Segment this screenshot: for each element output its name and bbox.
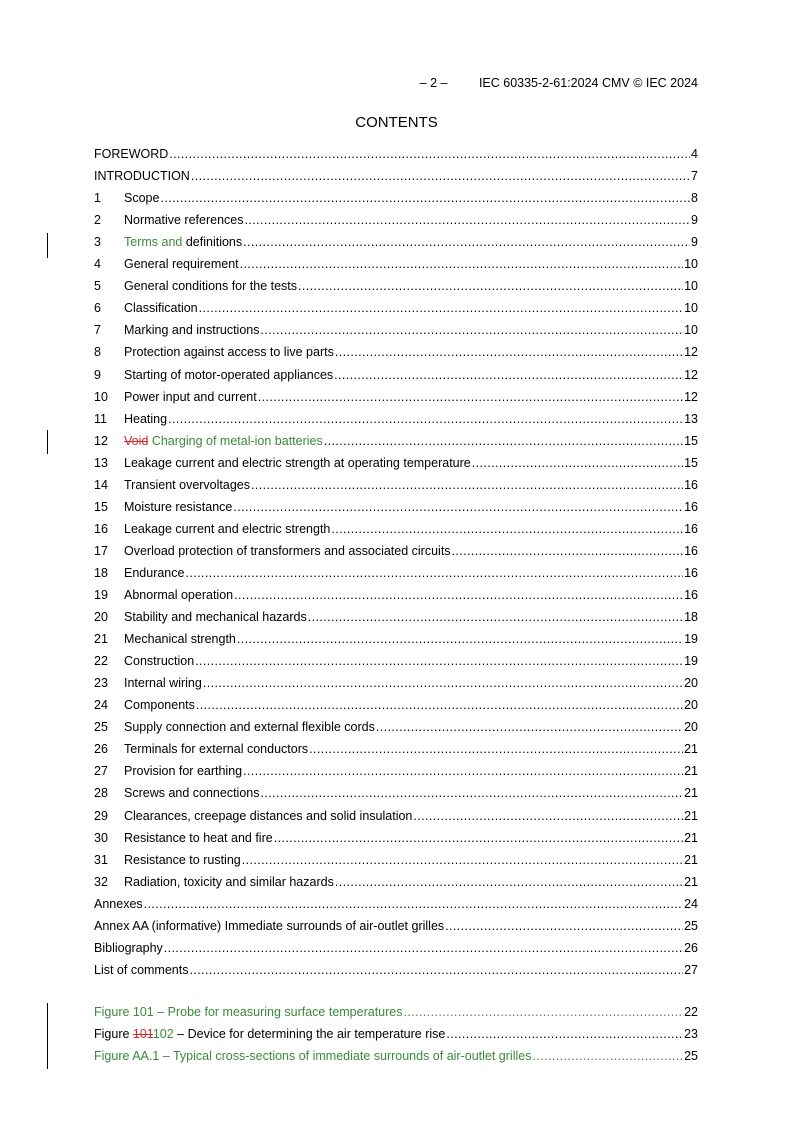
toc-entry[interactable]: [94, 675, 698, 691]
dot-leader: [308, 609, 683, 625]
toc-entry-title: [94, 962, 188, 978]
toc-entry[interactable]: [94, 168, 698, 184]
dot-leader: [203, 675, 683, 691]
toc-entry-number: 25: [94, 720, 108, 735]
toc-entry-title: [124, 499, 232, 515]
toc-entry-number: 24: [94, 698, 108, 713]
toc-entry-page: 8: [691, 191, 698, 206]
dot-leader: [404, 1004, 684, 1020]
toc-entry-title: [124, 587, 233, 603]
dot-leader: [376, 719, 683, 735]
figure-entry-page: 22: [684, 1005, 698, 1019]
toc-entry[interactable]: [94, 300, 698, 316]
toc-entry[interactable]: [94, 367, 698, 383]
dot-leader: [446, 1026, 683, 1042]
toc-entry-text: definitions: [182, 235, 243, 250]
toc-entry-text: Stability and mechanical hazards: [124, 610, 307, 625]
toc-entry[interactable]: [94, 830, 698, 846]
toc-entry-text: Endurance: [124, 565, 185, 580]
dot-leader: [185, 565, 683, 581]
dot-leader: [243, 763, 683, 779]
figure-entry-page: 25: [684, 1049, 698, 1063]
toc-entry-page: 27: [684, 962, 698, 977]
toc-entry[interactable]: [94, 190, 698, 206]
toc-entry[interactable]: [94, 256, 698, 272]
toc-entry-text: Terminals for external conductors: [124, 742, 309, 757]
toc-entry-title: [124, 389, 257, 405]
toc-entry-text: Annex AA (informative) Immediate surrounds of air-outlet grilles: [94, 918, 445, 933]
toc-entry[interactable]: [94, 852, 698, 868]
toc-entry[interactable]: [94, 389, 698, 405]
toc-entry-title: [124, 455, 471, 471]
toc-entry[interactable]: [94, 278, 698, 294]
toc-entry[interactable]: [94, 146, 698, 162]
toc-entry-text: General conditions for the tests: [124, 279, 298, 294]
figure-entry-title: [94, 1004, 403, 1020]
inserted-text: Figure AA.1 – Typical cross-sections of immediate surrounds of air-outlet grilles: [94, 1049, 532, 1063]
toc-entry-number: 8: [94, 345, 101, 360]
toc-entry-number: 21: [94, 632, 108, 647]
toc-entry-text: Power input and current: [124, 389, 257, 404]
toc-entry-text: Transient overvoltages: [124, 477, 250, 492]
toc-entry-title: [124, 697, 195, 713]
toc-entry-page: 15: [684, 433, 698, 448]
toc-entry[interactable]: [94, 896, 698, 912]
dot-leader: [251, 477, 683, 493]
toc-entry-text: Construction: [124, 654, 195, 669]
change-bar: [47, 430, 48, 454]
toc-entry-title: [124, 212, 244, 228]
toc-entry-text: Annexes: [94, 896, 143, 911]
toc-entry-page: 7: [691, 169, 698, 184]
toc-entry-title: [124, 785, 260, 801]
toc-entry-number: 6: [94, 301, 101, 316]
toc-entry-title: [124, 653, 194, 669]
toc-entry-text: Heating: [124, 411, 168, 426]
toc-entry-page: 16: [684, 588, 698, 602]
inserted-text: Charging of metal-ion batteries: [148, 433, 323, 448]
toc-entry-title: [124, 874, 334, 890]
toc-entry-page: 15: [684, 455, 698, 470]
figure-entry-title: [94, 1026, 445, 1042]
figure-entry[interactable]: [94, 1026, 698, 1042]
toc-entry-number: 27: [94, 764, 108, 779]
toc-entry[interactable]: [94, 741, 698, 757]
toc-entry-title: [124, 411, 167, 427]
toc-entry-text: List of comments: [94, 962, 189, 977]
toc-entry[interactable]: [94, 631, 698, 647]
toc-entry-text: Normative references: [124, 213, 244, 228]
dot-leader: [168, 411, 683, 427]
toc-entry-page: 20: [684, 676, 698, 691]
dot-leader: [309, 741, 683, 757]
dot-leader: [234, 587, 683, 603]
dot-leader: [298, 278, 683, 294]
toc-entry[interactable]: [94, 521, 698, 537]
dot-leader: [532, 1048, 683, 1064]
toc-entry[interactable]: [94, 234, 698, 250]
toc-entry-page: 21: [684, 786, 698, 801]
dot-leader: [189, 962, 683, 978]
toc-entry-text: Abnormal operation: [124, 588, 234, 602]
toc-entry-page: 20: [684, 720, 698, 735]
toc-entry-page: 10: [684, 279, 698, 294]
toc-entry-number: 2: [94, 213, 101, 228]
figure-entry-title: [94, 1048, 531, 1064]
dot-leader: [324, 433, 683, 449]
toc-entry-number: 29: [94, 808, 108, 823]
figure-entry-page: 23: [684, 1027, 698, 1041]
toc-entry-page: 21: [684, 742, 698, 757]
toc-entry-title: [124, 300, 198, 316]
toc-entry-number: 14: [94, 477, 108, 492]
dot-leader: [452, 543, 684, 559]
toc-entry-number: 15: [94, 499, 108, 514]
toc-entry-text: Scope: [124, 191, 160, 206]
toc-entry[interactable]: [94, 433, 698, 449]
toc-entry-title: [124, 322, 259, 338]
change-bar: [47, 233, 48, 258]
toc-entry-page: 20: [684, 698, 698, 713]
dot-leader: [260, 322, 683, 338]
toc-entry-number: 3: [94, 235, 101, 250]
toc-entry-page: 16: [684, 499, 698, 514]
toc-entry-page: 10: [684, 257, 698, 272]
toc-entry-number: 11: [94, 411, 107, 426]
toc-entry-page: 25: [684, 918, 698, 933]
toc-entry-page: 19: [684, 632, 698, 647]
toc-entry-number: 23: [94, 676, 108, 691]
inserted-text: Terms and: [124, 235, 183, 250]
toc-entry-number: 12: [94, 433, 108, 448]
toc-entry-title: [124, 477, 250, 493]
toc-entry-number: 5: [94, 279, 101, 294]
toc-entry-text: Resistance to rusting: [124, 852, 241, 867]
toc-entry-number: 26: [94, 742, 108, 757]
dot-leader: [331, 521, 683, 537]
toc-entry-number: 22: [94, 654, 108, 669]
toc-entry-title: [124, 278, 297, 294]
toc-entry[interactable]: [94, 212, 698, 228]
toc-entry[interactable]: [94, 411, 698, 427]
deleted-text: Void: [124, 433, 149, 448]
dot-leader: [237, 631, 683, 647]
toc-entry-text: General requirement: [124, 257, 239, 272]
toc-entry-number: 31: [94, 852, 108, 867]
toc-entry-number: 28: [94, 786, 108, 801]
toc-entry-title: [124, 741, 308, 757]
toc-entry-page: 19: [684, 654, 698, 669]
toc-entry-page: 16: [684, 521, 698, 536]
dot-leader: [274, 830, 683, 846]
toc-entry-title: [124, 433, 323, 449]
toc-entry[interactable]: [94, 697, 698, 713]
toc-entry-page: 12: [684, 367, 698, 382]
toc-entry-page: 13: [684, 411, 698, 426]
toc-entry-title: [124, 763, 242, 779]
toc-entry[interactable]: [94, 543, 698, 559]
toc-entry-title: [124, 609, 307, 625]
change-bar: [47, 1003, 48, 1069]
toc-entry-text: Overload protection of transformers and associated circuits: [124, 543, 451, 558]
toc-entry-number: 32: [94, 874, 108, 889]
dot-leader: [243, 234, 690, 250]
toc-entry-title: [124, 367, 333, 383]
toc-entry-text: FOREWORD: [94, 147, 169, 161]
figure-text: Figure: [94, 1027, 133, 1041]
toc-entry-text: Provision for earthing: [124, 764, 243, 779]
toc-entry-text: Moisture resistance: [124, 499, 233, 514]
dot-leader: [335, 874, 683, 890]
toc-entry-page: 10: [684, 301, 698, 316]
toc-entry-title: [94, 918, 444, 934]
toc-entry-page: 16: [684, 565, 698, 580]
toc-entry-text: Bibliography: [94, 940, 163, 955]
dot-leader: [258, 389, 683, 405]
running-header: [420, 76, 698, 90]
toc-entry-number: 1: [94, 191, 101, 206]
toc-entry[interactable]: [94, 653, 698, 669]
toc-entry-number: 10: [94, 389, 108, 404]
toc-entry-number: 19: [94, 588, 108, 602]
dot-leader: [164, 940, 683, 956]
figure-text: – Device for determining the air temperature rise: [173, 1027, 446, 1041]
dot-leader: [334, 367, 683, 383]
page-title: CONTENTS: [355, 114, 438, 131]
dot-leader: [144, 896, 683, 912]
dot-leader: [199, 300, 683, 316]
toc-entry[interactable]: [94, 962, 698, 978]
dot-leader: [196, 697, 683, 713]
toc-entry-number: 4: [94, 257, 101, 272]
toc-entry-text: Leakage current and electric strength: [124, 521, 331, 536]
toc-entry-text: Resistance to heat and fire: [124, 830, 273, 845]
toc-entry[interactable]: [94, 874, 698, 890]
toc-entry-text: Supply connection and external flexible cords: [124, 720, 375, 735]
toc-entry[interactable]: [94, 344, 698, 360]
toc-entry[interactable]: [94, 587, 698, 603]
toc-entry-text: Internal wiring: [124, 676, 202, 691]
dot-leader: [335, 344, 683, 360]
toc-entry-text: Leakage current and electric strength at operating temperature: [124, 455, 471, 470]
toc-entry-number: 7: [94, 323, 101, 338]
toc-entry-number: 30: [94, 830, 108, 845]
dot-leader: [169, 146, 690, 162]
toc-entry[interactable]: [94, 322, 698, 338]
toc-entry[interactable]: [94, 940, 698, 956]
toc-entry-page: 4: [691, 147, 698, 161]
deleted-text: 101: [132, 1027, 153, 1041]
toc-entry-title: [124, 543, 451, 559]
toc-entry-page: 12: [684, 345, 698, 360]
figure-entry[interactable]: [94, 1048, 698, 1064]
toc-entry-title: [124, 808, 412, 824]
toc-entry[interactable]: [94, 609, 698, 625]
toc-entry-text: Radiation, toxicity and similar hazards: [124, 874, 334, 889]
toc-entry-text: Classification: [124, 301, 198, 316]
toc-entry[interactable]: [94, 565, 698, 581]
toc-entry-page: 24: [684, 896, 698, 911]
dot-leader: [413, 808, 683, 824]
toc-entry-title: [124, 256, 239, 272]
dot-leader: [472, 455, 683, 471]
toc-entry-title: [124, 631, 236, 647]
page-number: – 2 –: [419, 76, 448, 90]
dot-leader: [261, 785, 684, 801]
toc-entry-title: [124, 830, 273, 846]
toc-entry-title: [94, 940, 163, 956]
toc-entry-number: 16: [94, 521, 108, 536]
toc-entry-page: 16: [684, 477, 698, 492]
toc-entry-page: 9: [691, 235, 698, 250]
dot-leader: [242, 852, 683, 868]
dot-leader: [191, 168, 690, 184]
toc-entry-title: [124, 719, 375, 735]
toc-entry-title: [94, 168, 190, 184]
toc-entry-title: [124, 190, 159, 206]
toc-entry-title: [94, 146, 168, 162]
toc-entry-page: 16: [684, 543, 698, 558]
figure-entry[interactable]: [94, 1004, 698, 1020]
toc-entry[interactable]: [94, 719, 698, 735]
toc-entry-number: 18: [94, 565, 108, 580]
toc-entry-number: 9: [94, 367, 101, 382]
toc-entry-text: Protection against access to live parts: [124, 345, 334, 360]
toc-entry[interactable]: [94, 785, 698, 801]
standard-reference: IEC 60335-2-61:2024 CMV © IEC 2024: [478, 76, 698, 90]
toc-entry-text: Marking and instructions: [124, 323, 260, 338]
toc-entry-text: Components: [124, 698, 195, 713]
dot-leader: [240, 256, 683, 272]
toc-entry-text: Starting of motor-operated appliances: [124, 367, 334, 382]
dot-leader: [160, 190, 690, 206]
toc-entry-text: Mechanical strength: [124, 632, 236, 647]
toc-entry-text: INTRODUCTION: [94, 169, 190, 184]
dot-leader: [195, 653, 683, 669]
dot-leader: [233, 499, 683, 515]
dot-leader: [245, 212, 691, 228]
toc-entry[interactable]: [94, 918, 698, 934]
toc-entry-number: 17: [94, 543, 108, 558]
toc-entry-page: 21: [684, 808, 698, 823]
toc-entry-page: 18: [684, 610, 698, 625]
toc-entry-page: 9: [691, 213, 698, 228]
toc-entry[interactable]: [94, 477, 698, 493]
inserted-text: 102: [152, 1027, 174, 1041]
inserted-text: Figure 101 – Probe for measuring surface temperatures: [94, 1005, 403, 1019]
toc-entry-title: [124, 344, 334, 360]
toc-entry-page: 26: [684, 940, 698, 955]
toc-entry-page: 21: [684, 830, 698, 845]
toc-entry-page: 12: [684, 389, 698, 404]
toc-entry-title: [124, 852, 241, 868]
toc-entry-title: [124, 521, 330, 537]
toc-entry-number: 20: [94, 610, 108, 625]
toc-entry-title: [94, 896, 143, 912]
toc-entry-title: [124, 234, 242, 250]
toc-entry-page: 21: [684, 764, 698, 779]
toc-entry-title: [124, 675, 202, 691]
toc-entry[interactable]: [94, 499, 698, 515]
toc-entry-text: Screws and connections: [124, 786, 260, 801]
toc-entry[interactable]: [94, 808, 698, 824]
toc-entry-page: 21: [684, 874, 698, 889]
toc-entry[interactable]: [94, 763, 698, 779]
toc-entry-text: Clearances, creepage distances and solid insulation: [124, 808, 413, 823]
toc-entry-page: 21: [684, 852, 698, 867]
toc-entry-title: [124, 565, 184, 581]
dot-leader: [445, 918, 683, 934]
toc-entry-page: 10: [684, 323, 698, 338]
toc-entry[interactable]: [94, 455, 698, 471]
toc-entry-number: 13: [94, 455, 108, 470]
